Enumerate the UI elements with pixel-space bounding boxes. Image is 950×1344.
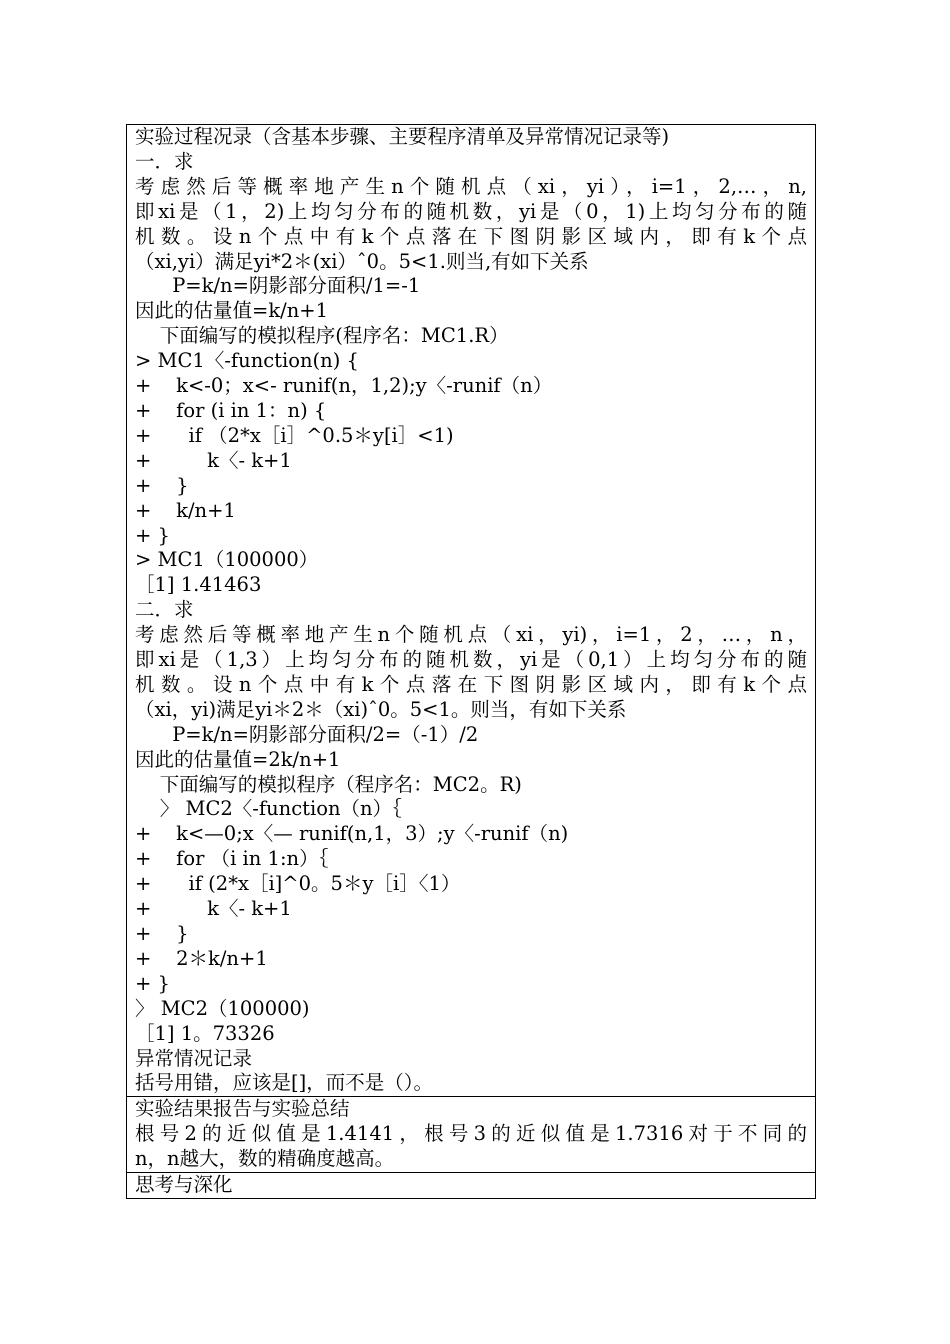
text-line: 括号用错，应该是[]，而不是（）。: [135, 1071, 433, 1095]
text-line: 考虑然后等概率地产生n个随机点（xi，yi)，i=1，2，…，n，: [135, 623, 807, 647]
text-line: 〉 MC2〈-function（n）｛: [135, 797, 402, 821]
text-line: （xi，yi)满足yi＊2＊（xi)ˆ0。5<1。则当，有如下关系: [135, 697, 627, 721]
text-line: + 2＊k/n+1: [135, 946, 268, 970]
text-line: + }: [135, 971, 170, 995]
text-line: 因此的估量值=2k/n+1: [135, 747, 341, 771]
text-line: 机数。设n个点中有k个点落在下图阴影区域内，即有k个点: [135, 224, 807, 248]
text-line: + }: [135, 523, 170, 547]
text-line: 下面编写的模拟程序(程序名：MC1.R）: [135, 324, 509, 348]
text-line: + for （i in 1:n）｛: [135, 847, 329, 871]
text-line: + }: [135, 473, 189, 497]
text-line: + k〈- k+1: [135, 448, 292, 472]
text-line: + if (2*x［i]^0。5＊y［i］〈1）: [135, 872, 461, 896]
text-line: 实验结果报告与实验总结: [135, 1097, 350, 1121]
text-line: + if （2*x［i］^0.5＊y[i］<1): [135, 423, 454, 447]
text-line: 实验过程况录（含基本步骤、主要程序清单及异常情况记录等): [135, 125, 670, 148]
text-line: 二．求: [135, 598, 194, 622]
text-line: + k<-0；x<- runif(n，1,2);y〈-runif（n）: [135, 374, 553, 398]
text-line: 异常情况记录: [135, 1046, 253, 1070]
text-line: 即xi是（1，2)上均匀分布的随机数，yi是（0，1)上均匀分布的随: [135, 199, 807, 223]
text-line: + }: [135, 922, 189, 945]
text-line: （xi,yi）满足yi*2＊(xi）ˆ0。5<1.则当,有如下关系: [135, 249, 589, 273]
text-line: ［1] 1。73326: [135, 1021, 275, 1045]
text-line: 一．求: [135, 149, 194, 173]
results-summary-cell: [127, 1097, 815, 1173]
text-line: 考虑然后等概率地产生n个随机点（xi，yi），i=1，2,…，n,: [135, 174, 807, 198]
process-record-cell: [127, 125, 815, 1097]
text-line: 根号2的近似值是1.4141，根号3的近似值是1.7316对于不同的: [135, 1122, 807, 1146]
text-line: + k〈- k+1: [135, 897, 292, 921]
text-line: + k<—0;x〈— runif(n,1，3）;y〈-runif（n): [135, 822, 569, 846]
text-line: P=k/n=阴影部分面积/1=-1: [135, 274, 421, 298]
text-line: > MC1（100000）: [135, 548, 319, 572]
text-line: 因此的估量值=k/n+1: [135, 299, 329, 323]
text-line: ［1] 1.41463: [135, 573, 262, 597]
text-line: P=k/n=阴影部分面积/2=（-1）/2: [135, 722, 479, 746]
text-line: + for (i in 1：n) {: [135, 398, 327, 422]
text-line: > MC1〈-function(n) {: [135, 349, 359, 373]
reflection-cell: [127, 1173, 815, 1198]
report-table: [126, 124, 816, 1199]
text-line: 下面编写的模拟程序（程序名：MC2。R): [135, 772, 522, 796]
text-line: 机数。设n个点中有k个点落在下图阴影区域内，即有k个点: [135, 672, 807, 696]
text-line: 思考与深化: [135, 1173, 233, 1197]
text-line: + k/n+1: [135, 498, 236, 522]
text-line: 〉 MC2（100000): [135, 996, 310, 1020]
text-line: n，n越大，数的精确度越高。: [135, 1147, 395, 1171]
text-line: 即xi是（1,3）上均匀分布的随机数，yi是（0,1）上均匀分布的随: [135, 648, 807, 672]
